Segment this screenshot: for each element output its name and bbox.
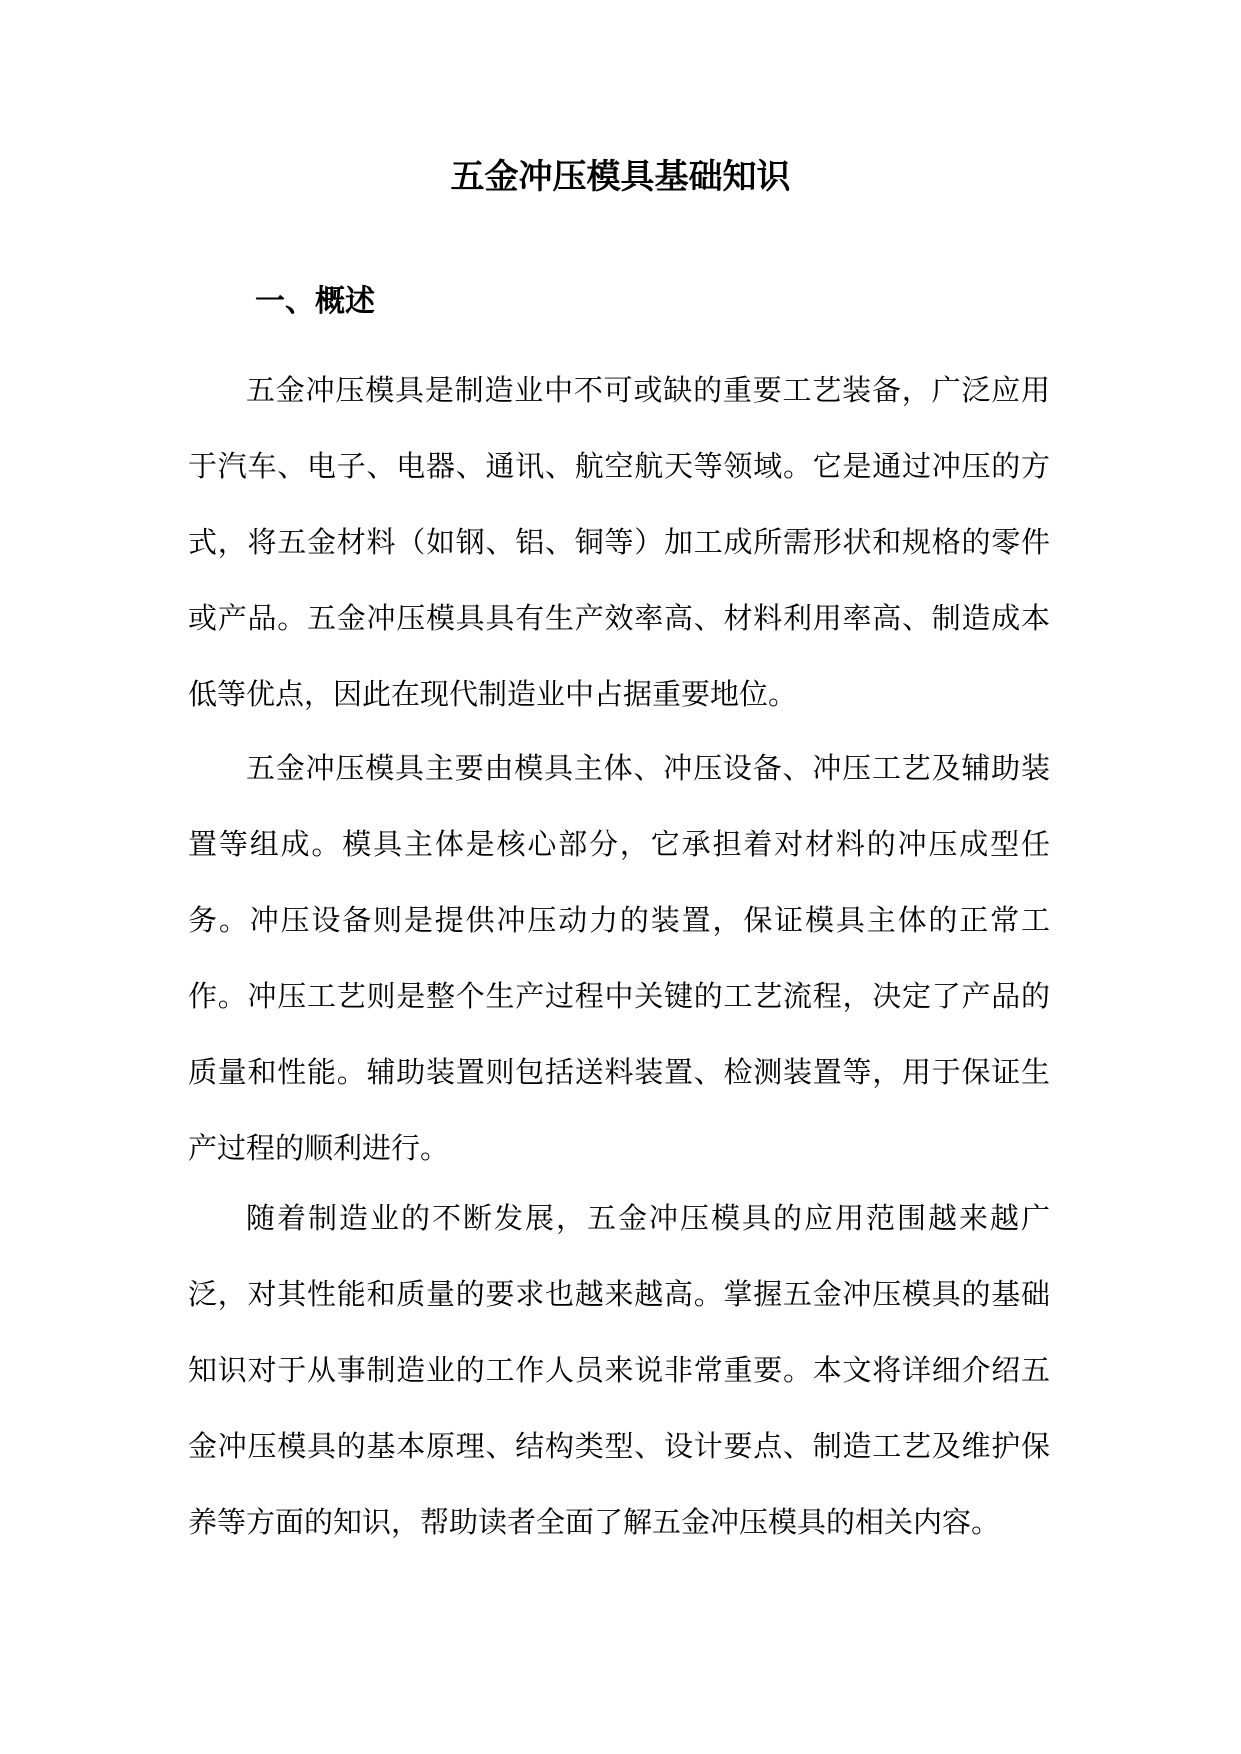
paragraph-overview-1: 五金冲压模具是制造业中不可或缺的重要工艺装备，广泛应用于汽车、电子、电器、通讯、航空航天等领域。它是通过冲压的方式，将五金材料（如钢、铝、铜等）加工成所需形状和规格的零件或产品。五金冲压模具具有生产效率高、材料利用率高、制造成本低等优点，因此在现代制造业中占据重要地位。: [188, 373, 1050, 711]
paragraph-overview-3: 随着制造业的不断发展，五金冲压模具的应用范围越来越广泛，对其性能和质量的要求也越来越高。掌握五金冲压模具的基础知识对于从事制造业的工作人员来说非常重要。本文将详细介绍五金冲压模具的基本原理、结构类型、设计要点、制造工艺及维护保养等方面的知识，帮助读者全面了解五金冲压模具的相关内容。: [188, 1201, 1050, 1539]
paragraph-overview-2: 五金冲压模具主要由模具主体、冲压设备、冲压工艺及辅助装置等组成。模具主体是核心部分，它承担着对材料的冲压成型任务。冲压设备则是提供冲压动力的装置，保证模具主体的正常工作。冲压工艺则是整个生产过程中关键的工艺流程，决定了产品的质量和性能。辅助装置则包括送料装置、检测装置等，用于保证生产过程的顺利进行。: [188, 751, 1050, 1165]
section-heading-overview: 一、概述: [255, 284, 375, 319]
document-title: 五金冲压模具基础知识: [450, 157, 791, 197]
